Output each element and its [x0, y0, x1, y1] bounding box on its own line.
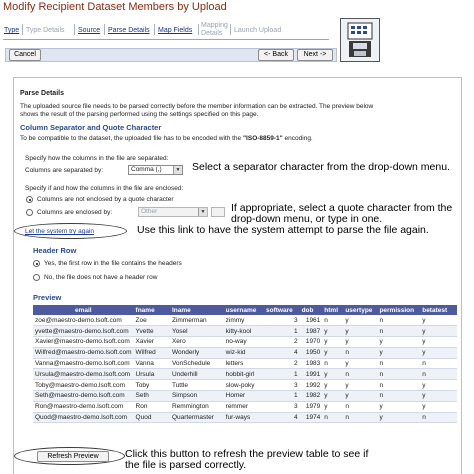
- table-cell-fname: Quod: [134, 412, 170, 423]
- table-cell-betatest: y: [420, 326, 457, 337]
- table-cell-username: zimmy: [224, 315, 264, 326]
- intro-text: The uploaded source file needs to be parsed correctly before the member information can be extracted. The preview below: [20, 103, 374, 110]
- table-cell-usertype: y: [343, 358, 377, 369]
- wizard-upload-icon: [340, 18, 380, 62]
- separator-select-value: Comma (,): [131, 166, 162, 173]
- table-cell-usertype: n: [343, 401, 377, 412]
- tab-divider: [230, 24, 231, 35]
- table-cell-betatest: y: [420, 337, 457, 348]
- table-cell-permission: n: [377, 391, 420, 402]
- table-cell-permission: n: [377, 358, 420, 369]
- table-cell-usertype: n: [343, 369, 377, 380]
- table-cell-username: fur-ways: [224, 412, 264, 423]
- tab-parse-details[interactable]: Parse Details: [108, 27, 150, 34]
- table-row: [33, 326, 457, 337]
- table-cell-usertype: n: [343, 412, 377, 423]
- table-cell-fname: Yvette: [134, 326, 170, 337]
- tab-divider: [198, 24, 199, 35]
- column-header: software: [264, 305, 300, 315]
- enclosure-select[interactable]: [138, 207, 208, 217]
- refresh-preview-button[interactable]: Refresh Preview: [37, 451, 109, 462]
- table-cell-permission: n: [377, 380, 420, 391]
- table-cell-email: Quod@maestro-demo.lsoft.com: [33, 412, 134, 423]
- preview-table-body: [33, 315, 457, 423]
- callout-retry: Use this link to have the system attempt to parse the file again.: [137, 224, 429, 236]
- table-cell-usertype: y: [343, 326, 377, 337]
- preview-section-title: Preview: [33, 293, 62, 302]
- table-cell-dob: 1979: [300, 401, 323, 412]
- tab-divider: [74, 24, 75, 35]
- column-header: username: [224, 305, 264, 315]
- wizard-toolbar: [5, 48, 337, 62]
- separator-prompt: Specify how the columns in the file are separated:: [25, 155, 169, 162]
- callout-refresh: Click this button to refresh the preview table to see if the file is parsed correctly.: [125, 448, 369, 471]
- table-cell-betatest: y: [420, 391, 457, 402]
- table-cell-software: 1: [264, 369, 300, 380]
- table-row: [33, 315, 457, 326]
- table-row: [33, 380, 457, 391]
- table-cell-lname: Remmington: [170, 401, 224, 412]
- table-cell-betatest: n: [420, 358, 457, 369]
- tab-type-details: Type Details: [26, 27, 65, 34]
- table-cell-html: y: [322, 380, 343, 391]
- tab-divider: [104, 24, 105, 35]
- column-header: email: [33, 305, 134, 315]
- table-cell-email: Wilfred@maestro-demo.lsoft.com: [35, 349, 132, 357]
- table-cell-email: Ursula@maestro-demo.lsoft.com: [33, 369, 134, 380]
- table-cell-email: Toby@maestro-demo.lsoft.com: [33, 380, 134, 391]
- table-cell-html: n: [322, 412, 343, 423]
- column-header: fname: [134, 305, 170, 315]
- encoding-note: [20, 135, 313, 142]
- table-cell-email: Seth@maestro-demo.lsoft.com: [33, 391, 134, 402]
- table-cell-lname: Underhill: [170, 369, 224, 380]
- table-row: [33, 369, 457, 380]
- table-cell-software: 1: [264, 391, 300, 402]
- option-header-no-label: No, the file does not have a header row: [44, 274, 158, 281]
- back-button[interactable]: <- Back: [258, 49, 294, 61]
- table-row: [33, 337, 457, 348]
- table-cell-usertype: y: [343, 337, 377, 348]
- table-cell-fname: Xavier: [134, 337, 170, 348]
- table-cell-dob: 1970: [300, 337, 323, 348]
- table-row: [33, 358, 457, 369]
- table-cell-username: slow-poky: [224, 380, 264, 391]
- table-cell-username: wiz-kid: [224, 347, 264, 358]
- cancel-button[interactable]: Cancel: [9, 49, 41, 61]
- table-cell-permission: y: [377, 412, 420, 423]
- table-cell-software: 4: [264, 412, 300, 423]
- header-section-title: Header Row: [33, 246, 77, 255]
- table-row: [33, 412, 457, 423]
- separator-label: Columns are separated by:: [25, 167, 104, 174]
- table-cell-username: letters: [224, 358, 264, 369]
- table-cell-software: 2: [264, 337, 300, 348]
- table-cell-usertype: y: [343, 315, 377, 326]
- chevron-down-icon: ▼: [173, 166, 182, 174]
- table-cell-username: no-way: [224, 337, 264, 348]
- option-enclosed-label: Columns are enclosed by:: [37, 209, 113, 216]
- tab-divider: [154, 24, 155, 35]
- table-cell-betatest: y: [420, 380, 457, 391]
- table-cell-username: hobbit-girl: [224, 369, 264, 380]
- preview-table: [33, 305, 457, 423]
- table-cell-fname: Ron: [134, 401, 170, 412]
- quote-character-input[interactable]: [211, 207, 225, 217]
- table-cell-email: Vanna@maestro-demo.lsoft.com: [33, 358, 134, 369]
- table-cell-fname: Toby: [134, 380, 170, 391]
- table-cell-html: y: [322, 337, 343, 348]
- intro-text: shows the result of the parsing performed using the settings specified on this page.: [20, 111, 259, 118]
- table-cell-username: Homer: [224, 391, 264, 402]
- enclosure-select-value: Other: [141, 208, 158, 215]
- encoding-text: To be compatible to the dataset, the uploaded file has to be encoded with the: [20, 135, 242, 142]
- table-cell-html: y: [322, 347, 343, 358]
- tab-source[interactable]: Source: [78, 27, 101, 34]
- table-cell-html: y: [322, 326, 343, 337]
- table-cell-permission: y: [377, 337, 420, 348]
- tab-divider: [22, 24, 23, 35]
- table-cell-username: remmer: [224, 401, 264, 412]
- table-cell-betatest: n: [420, 412, 457, 423]
- column-header: permission: [377, 305, 420, 315]
- preview-header-row: [33, 305, 457, 315]
- table-cell-dob: 1961: [300, 315, 323, 326]
- tab-launch-upload: Launch Upload: [234, 27, 282, 34]
- enclosure-prompt: Specify if and how the columns in the file are enclosed:: [25, 185, 184, 192]
- tab-map-fields[interactable]: Map Fields: [158, 27, 193, 34]
- table-cell-software: 1: [264, 326, 300, 337]
- table-cell-email: zoe@maestro-demo.lsoft.com: [33, 315, 134, 326]
- retry-parse-link[interactable]: Let the system try again: [25, 228, 95, 235]
- table-cell-dob: 1974: [300, 412, 323, 423]
- chevron-down-icon: ▼: [198, 208, 207, 216]
- table-cell-dob: 1950: [300, 347, 323, 358]
- callout-separator: Select a separator character from the drop-down menu.: [192, 161, 450, 173]
- table-cell-html: y: [322, 391, 343, 402]
- table-cell-dob: 1987: [300, 326, 323, 337]
- table-cell-software: 2: [264, 358, 300, 369]
- table-cell-html: y: [322, 401, 343, 412]
- table-cell-lname: Xero: [170, 337, 224, 348]
- table-cell-lname: Quartermaster: [170, 412, 224, 423]
- separator-select[interactable]: [128, 165, 183, 175]
- table-cell-fname: Ursula: [134, 369, 170, 380]
- table-cell-usertype: n: [343, 347, 377, 358]
- table-cell-lname: VonSchedule: [170, 358, 224, 369]
- table-cell-permission: y: [377, 347, 420, 358]
- table-cell-fname: Seth: [134, 391, 170, 402]
- tab-type[interactable]: Type: [4, 27, 20, 34]
- option-not-enclosed-label: Columns are not enclosed by a quote character: [37, 196, 174, 203]
- table-cell-betatest: y: [420, 315, 457, 326]
- radio-header-yes[interactable]: [33, 260, 40, 267]
- table-cell-betatest: n: [420, 369, 457, 380]
- page-title: Modify Recipient Dataset Members by Upload: [3, 1, 227, 13]
- table-cell-usertype: y: [343, 380, 377, 391]
- table-cell-software: 3: [264, 315, 300, 326]
- table-cell-fname: Zoe: [134, 315, 170, 326]
- table-cell-lname: Wonderly: [170, 347, 224, 358]
- table-row: [33, 391, 457, 402]
- table-cell-permission: n: [377, 369, 420, 380]
- panel-title: Parse Details: [20, 90, 64, 97]
- encoding-value: "ISO-8859-1": [242, 135, 283, 142]
- table-cell-dob: 1983: [300, 358, 323, 369]
- column-header: usertype: [343, 305, 377, 315]
- table-cell-betatest: y: [420, 347, 457, 358]
- table-cell-permission: n: [377, 315, 420, 326]
- table-cell-software: 3: [264, 401, 300, 412]
- table-row: [33, 401, 457, 412]
- separator-section-title: Column Separator and Quote Character: [20, 123, 162, 132]
- table-cell-lname: Tuttle: [170, 380, 224, 391]
- radio-not-enclosed[interactable]: [26, 196, 33, 203]
- table-cell-html: y: [322, 369, 343, 380]
- table-cell-fname: Vanna: [134, 358, 170, 369]
- table-cell-lname: Yosel: [170, 326, 224, 337]
- table-cell-software: 4: [264, 347, 300, 358]
- table-cell-email: Xavier@maestro-demo.lsoft.com: [33, 337, 134, 348]
- table-cell-dob: 1991: [300, 369, 323, 380]
- table-cell-username: kitty-kool: [224, 326, 264, 337]
- callout-quote: If appropriate, select a quote character from the drop-down menu, or type in one.: [231, 202, 453, 225]
- table-row: [33, 347, 457, 358]
- next-button[interactable]: Next ->: [297, 49, 333, 61]
- table-cell-permission: y: [377, 401, 420, 412]
- table-cell-lname: Simpson: [170, 391, 224, 402]
- column-header: html: [322, 305, 343, 315]
- table-cell-fname: Wilfred: [134, 347, 170, 358]
- table-cell-html: n: [322, 358, 343, 369]
- column-header: lname: [170, 305, 224, 315]
- table-cell-email: yvette@maestro-demo.lsoft.com: [33, 326, 134, 337]
- column-header: dob: [300, 305, 323, 315]
- table-cell-lname: Zimmerman: [170, 315, 224, 326]
- table-cell-betatest: y: [420, 401, 457, 412]
- table-cell-html: n: [322, 315, 343, 326]
- encoding-suffix: encoding.: [284, 135, 313, 142]
- column-header: betatest: [420, 305, 457, 315]
- radio-header-no[interactable]: [33, 274, 40, 281]
- wizard-tabs: [3, 20, 329, 40]
- table-cell-dob: 1992: [300, 380, 323, 391]
- table-cell-software: 3: [264, 380, 300, 391]
- table-cell-usertype: y: [343, 391, 377, 402]
- table-cell-email: Ron@maestro-demo.lsoft.com: [33, 401, 134, 412]
- table-cell-permission: n: [377, 326, 420, 337]
- option-header-yes-label: Yes, the first row in the file contains the headers: [44, 260, 182, 267]
- radio-enclosed[interactable]: [26, 209, 33, 216]
- tab-mapping-details: Mapping Details: [201, 22, 228, 37]
- table-cell-dob: 1982: [300, 391, 323, 402]
